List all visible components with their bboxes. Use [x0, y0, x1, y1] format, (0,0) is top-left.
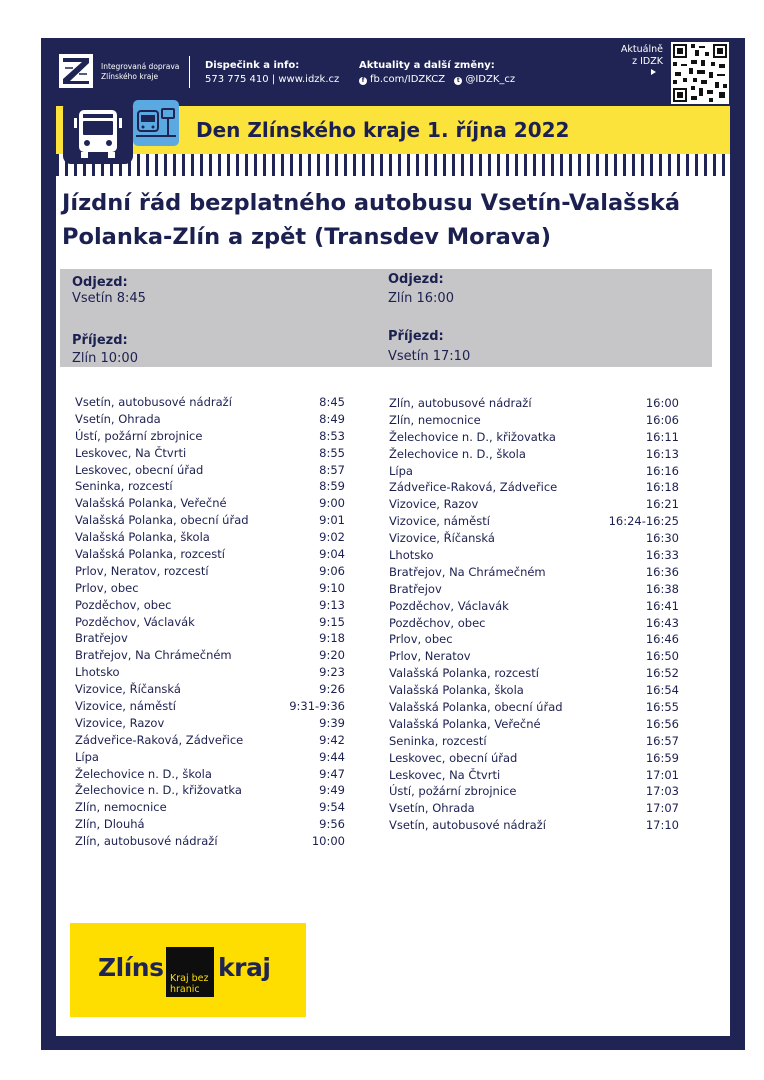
outbound-stop-list — [75, 395, 345, 851]
stop-time: 16:16 — [645, 463, 679, 478]
stop-row — [75, 446, 345, 463]
stop-time: 9:49 — [319, 783, 345, 798]
stop-row — [389, 666, 679, 683]
stop-time: 16:06 — [645, 412, 679, 427]
stop-time: 9:13 — [319, 597, 345, 612]
stop-name: Valašská Polanka, škola — [389, 683, 524, 698]
stop-time: 9:47 — [319, 766, 345, 781]
header — [41, 38, 745, 108]
stop-time: 9:44 — [319, 749, 345, 764]
stop-time: 9:02 — [319, 530, 345, 545]
stop-time: 9:00 — [319, 496, 345, 511]
stop-name: Pozděchov, obec — [389, 615, 486, 630]
stop-time: 16:57 — [645, 733, 679, 748]
stop-time: 16:41 — [645, 598, 679, 613]
stop-name: Seninka, rozcestí — [75, 479, 173, 494]
stop-row — [389, 683, 679, 700]
dispatch-separator: | — [271, 74, 276, 85]
event-title: Den Zlínského kraje 1. října 2022 — [196, 118, 570, 142]
stop-name: Zlín, nemocnice — [75, 800, 167, 815]
stop-row — [75, 800, 345, 817]
stop-name: Želechovice n. D., škola — [389, 446, 526, 461]
stop-row — [75, 665, 345, 682]
stop-row — [75, 716, 345, 733]
page-title-line2: Polanka-Zlín a zpět (Transdev Morava) — [62, 224, 551, 250]
stop-name: Ústí, požární zbrojnice — [389, 784, 517, 799]
stop-time: 16:52 — [645, 666, 679, 681]
stop-row — [389, 632, 679, 649]
stop-name: Leskovec, obecní úřad — [75, 462, 204, 477]
stop-time: 9:23 — [319, 665, 345, 680]
twitter-icon: t — [454, 77, 462, 85]
stop-time: 8:45 — [319, 395, 345, 409]
facebook-icon: f — [359, 77, 367, 85]
stop-row — [75, 496, 345, 513]
stop-name: Bratřejov, Na Chrámečném — [75, 648, 232, 663]
stop-time: 9:04 — [319, 547, 345, 562]
stop-time: 9:18 — [319, 631, 345, 646]
stop-name: Vizovice, náměstí — [75, 699, 176, 714]
stop-name: Zádveřice-Raková, Zádveřice — [389, 480, 558, 495]
stop-time: 16:46 — [645, 632, 679, 647]
timetable-page — [56, 106, 730, 1036]
stop-name: Valašská Polanka, rozcestí — [75, 547, 225, 562]
stop-name: Valašská Polanka, škola — [75, 530, 210, 545]
stop-row — [75, 767, 345, 784]
outbound-arrival-value: Zlín 10:00 — [72, 351, 138, 366]
stop-row — [75, 479, 345, 496]
stop-name: Valašská Polanka, Veřečné — [75, 496, 227, 511]
stop-name: Valašská Polanka, rozcestí — [389, 666, 539, 681]
header-divider — [189, 56, 190, 88]
logo-black-box — [166, 947, 214, 997]
return-arrival-value: Vsetín 17:10 — [388, 349, 471, 364]
stop-row — [75, 547, 345, 564]
stop-row — [389, 649, 679, 666]
dispatch-web-link[interactable]: www.idzk.cz — [278, 74, 340, 85]
stop-time: 16:54 — [645, 683, 679, 698]
idzk-logo-icon — [59, 54, 93, 88]
stop-time: 16:18 — [645, 480, 679, 495]
stop-row — [389, 717, 679, 734]
stop-time: 16:13 — [645, 446, 679, 461]
stop-row — [389, 818, 679, 835]
stop-time: 16:59 — [645, 750, 679, 765]
qr-label-line2: z IDZK — [632, 56, 663, 67]
stop-time: 17:01 — [645, 767, 679, 782]
bus-icon — [63, 100, 133, 164]
return-stop-list — [389, 396, 679, 835]
stop-name: Bratřejov, Na Chrámečném — [389, 564, 546, 579]
stop-name: Ústí, požární zbrojnice — [75, 428, 203, 443]
stop-row — [389, 599, 679, 616]
stop-row — [75, 463, 345, 480]
stop-time: 16:55 — [645, 700, 679, 715]
stop-time: 16:21 — [645, 497, 679, 512]
stop-row — [75, 513, 345, 530]
stop-name: Vizovice, Říčanská — [389, 531, 495, 546]
stop-name: Lhotsko — [75, 665, 120, 680]
stop-name: Vizovice, náměstí — [389, 514, 490, 529]
poster-frame — [41, 38, 745, 1050]
news-label: Aktuality a další změny: — [359, 60, 495, 71]
stop-row — [389, 751, 679, 768]
stop-row — [389, 582, 679, 599]
stop-row — [75, 564, 345, 581]
dispatch-phone: 573 775 410 — [205, 74, 269, 85]
stop-name: Pozděchov, Václavák — [389, 598, 509, 613]
stop-time: 9:42 — [319, 732, 345, 747]
stop-row — [75, 631, 345, 648]
logo-word-right: kraj — [218, 953, 271, 982]
stop-name: Zlín, nemocnice — [389, 412, 481, 427]
stop-time: 9:20 — [319, 648, 345, 663]
facebook-link[interactable]: fb.com/IDZKCZ — [370, 74, 446, 85]
stop-row — [75, 834, 345, 851]
dispatch-label: Dispečink a info: — [205, 60, 300, 71]
stop-name: Vizovice, Razov — [75, 715, 165, 730]
stop-time: 16:11 — [645, 429, 679, 444]
stop-time: 16:50 — [645, 649, 679, 664]
return-departure-label: Odjezd: — [388, 272, 444, 287]
stop-time: 16:30 — [645, 531, 679, 546]
bus-stop-icon — [133, 100, 179, 146]
stop-time: 10:00 — [311, 834, 345, 849]
stop-name: Valašská Polanka, obecní úřad — [389, 700, 563, 715]
play-arrow-icon — [651, 69, 656, 75]
stop-time: 17:10 — [645, 818, 679, 833]
stop-name: Leskovec, Na Čtvrti — [389, 767, 501, 782]
stop-name: Vsetín, Ohrada — [389, 801, 475, 816]
stop-row — [389, 768, 679, 785]
stop-row — [389, 548, 679, 565]
stop-time: 16:38 — [645, 581, 679, 596]
stop-name: Želechovice n. D., škola — [75, 766, 212, 781]
stop-row — [75, 581, 345, 598]
org-name — [101, 62, 179, 82]
stop-name: Zádveřice-Raková, Zádveřice — [75, 732, 244, 747]
stop-time: 8:49 — [319, 411, 345, 426]
stop-time: 9:56 — [319, 817, 345, 832]
stop-name: Lípa — [389, 463, 413, 478]
stop-time: 8:59 — [319, 479, 345, 494]
stop-name: Pozděchov, Václavák — [75, 614, 195, 629]
stop-row — [389, 480, 679, 497]
qr-label-line1: Aktuálně — [620, 44, 663, 55]
stop-name: Leskovec, Na Čtvrti — [75, 445, 187, 460]
stop-row — [389, 447, 679, 464]
stop-row — [75, 395, 345, 412]
stop-time: 17:07 — [645, 801, 679, 816]
page-title-line1: Jízdní řád bezplatného autobusu Vsetín-Valašská — [62, 190, 681, 216]
departure-arrival-summary — [60, 269, 712, 367]
return-arrival-label: Příjezd: — [388, 329, 444, 344]
stop-row — [389, 801, 679, 818]
stop-name: Vizovice, Razov — [389, 497, 479, 512]
dispatch-info — [205, 59, 339, 87]
page-title — [62, 186, 722, 254]
stop-name: Prlov, Neratov — [389, 649, 471, 664]
qr-code-icon[interactable] — [671, 42, 729, 104]
stop-row — [75, 817, 345, 834]
logo-box-line1: Kraj bez — [170, 973, 209, 984]
stop-row — [75, 783, 345, 800]
stop-row — [75, 412, 345, 429]
stop-time: 9:06 — [319, 563, 345, 578]
stop-name: Zlín, autobusové nádraží — [389, 396, 532, 410]
stop-name: Želechovice n. D., křižovatka — [389, 429, 556, 444]
stop-time: 16:56 — [645, 716, 679, 731]
stop-time: 17:03 — [645, 784, 679, 799]
stop-name: Seninka, rozcestí — [389, 733, 487, 748]
stop-row — [75, 615, 345, 632]
stop-name: Zlín, Dlouhá — [75, 817, 145, 832]
stop-time: 9:54 — [319, 800, 345, 815]
stop-row — [389, 464, 679, 481]
stop-row — [389, 514, 679, 531]
stop-name: Prlov, obec — [389, 632, 453, 647]
stop-name: Lhotsko — [389, 548, 434, 563]
stop-row — [389, 565, 679, 582]
stop-name: Vizovice, Říčanská — [75, 682, 181, 697]
stop-name: Vsetín, autobusové nádraží — [389, 818, 546, 833]
stop-time: 9:26 — [319, 682, 345, 697]
org-name-line1: Integrovaná doprava — [101, 62, 180, 71]
stop-time: 8:55 — [319, 445, 345, 460]
stop-name: Prlov, Neratov, rozcestí — [75, 563, 209, 578]
stop-time: 9:31-9:36 — [289, 699, 345, 714]
stop-time: 9:01 — [319, 513, 345, 528]
striped-divider — [56, 154, 730, 176]
stop-name: Želechovice n. D., křižovatka — [75, 783, 242, 798]
stop-time: 16:00 — [645, 396, 679, 410]
stop-name: Vsetín, autobusové nádraží — [75, 395, 232, 409]
stop-name: Vsetín, Ohrada — [75, 411, 161, 426]
stop-row — [389, 413, 679, 430]
stop-time: 9:39 — [319, 715, 345, 730]
stop-name: Leskovec, obecní úřad — [389, 750, 518, 765]
qr-label — [613, 44, 663, 68]
stop-name: Valašská Polanka, Veřečné — [389, 716, 541, 731]
return-departure-value: Zlín 16:00 — [388, 291, 454, 306]
stop-row — [75, 598, 345, 615]
stop-row — [389, 734, 679, 751]
stop-time: 16:36 — [645, 564, 679, 579]
stop-row — [75, 733, 345, 750]
stop-row — [389, 531, 679, 548]
stop-row — [75, 699, 345, 716]
stop-time: 16:24-16:25 — [608, 514, 679, 529]
news-info — [359, 59, 515, 87]
stop-row — [75, 750, 345, 767]
stop-row — [75, 530, 345, 547]
stop-row — [75, 429, 345, 446]
twitter-link[interactable]: @IDZK_cz — [465, 74, 516, 85]
outbound-arrival-label: Příjezd: — [72, 333, 128, 348]
stop-row — [389, 396, 679, 413]
stop-name: Valašská Polanka, obecní úřad — [75, 513, 249, 528]
stop-name: Zlín, autobusové nádraží — [75, 834, 218, 849]
logo-box-line2: hranic — [170, 984, 200, 995]
stop-name: Bratřejov — [75, 631, 128, 646]
stop-row — [389, 700, 679, 717]
stop-time: 9:15 — [319, 614, 345, 629]
stop-name: Prlov, obec — [75, 580, 139, 595]
stop-time: 9:10 — [319, 580, 345, 595]
stop-row — [389, 784, 679, 801]
logo-word-left: Zlíns — [98, 953, 164, 982]
stop-time: 16:33 — [645, 548, 679, 563]
stop-name: Bratřejov — [389, 581, 442, 596]
stop-row — [75, 648, 345, 665]
stop-name: Lípa — [75, 749, 99, 764]
outbound-departure-value: Vsetín 8:45 — [72, 291, 146, 306]
stop-row — [389, 497, 679, 514]
stop-row — [75, 682, 345, 699]
stop-time: 8:53 — [319, 428, 345, 443]
outbound-departure-label: Odjezd: — [72, 275, 128, 290]
org-name-line2: Zlínského kraje — [101, 72, 159, 81]
stop-time: 8:57 — [319, 462, 345, 477]
zlinsky-kraj-logo — [70, 923, 306, 1017]
stop-row — [389, 430, 679, 447]
stop-row — [389, 616, 679, 633]
stop-name: Pozděchov, obec — [75, 597, 172, 612]
stop-time: 16:43 — [645, 615, 679, 630]
